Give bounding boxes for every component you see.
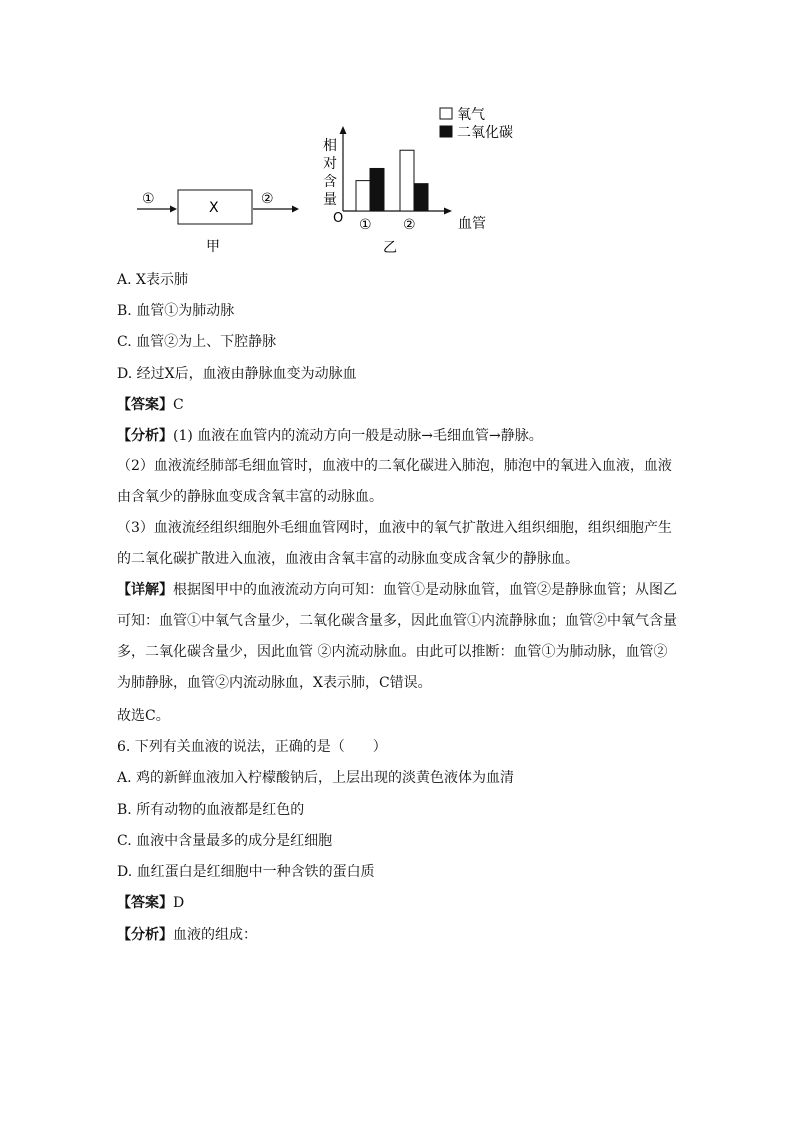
vessel-2-label: ②	[261, 191, 274, 207]
organ-x-label: X	[209, 200, 219, 216]
x-axis-label: 血管	[458, 216, 486, 232]
diagram-jia	[137, 190, 299, 255]
q6-option-d: D. 血红蛋白是红细胞中一种含铁的蛋白质	[117, 864, 375, 880]
x-axis-arrowhead	[444, 208, 452, 215]
diagram-jia-caption: 甲	[206, 239, 220, 255]
answer-q5	[117, 395, 184, 415]
category-labels	[359, 217, 416, 233]
answer-q6-value: D	[173, 895, 185, 911]
option-b: B. 血管①为肺动脉	[117, 303, 235, 319]
category-label-1: ①	[359, 217, 372, 233]
y-axis-arrowhead	[340, 126, 347, 134]
option-d: D. 经过X后，血液由静脉血变为动脉血	[117, 366, 357, 382]
category-label-2: ②	[403, 217, 416, 233]
y-axis-label-char: 含	[323, 174, 337, 190]
analysis-p2: （2）血液流经肺部毛细血管时，血液中的二氧化碳进入肺泡，肺泡中的氧进入血液，血液由含氧少的静脉血变成含氧丰富的动脉血。	[117, 458, 672, 505]
q6-option-c: C. 血液中含量最多的成分是红细胞	[117, 833, 333, 849]
bar-co2-vessel-1	[370, 168, 384, 211]
y-axis-label	[323, 137, 337, 208]
question-6-stem: 6. 下列有关血液的说法，正确的是（ ）	[117, 739, 387, 755]
y-axis-label-char: 对	[323, 156, 337, 172]
bar-co2-vessel-2	[414, 184, 428, 211]
analysis-p3: （3）血液流经组织细胞外毛细血管网时，血液中的氧气扩散进入组织细胞，组织细胞产生的二氧化碳扩散进入血液，血液由含氧丰富的动脉血变成含氧少的静脉血。	[117, 520, 672, 567]
analysis-q5-line1	[117, 426, 543, 446]
y-axis-label-char: 量	[323, 192, 337, 208]
inflow-arrowhead	[170, 206, 177, 213]
legend	[440, 107, 513, 141]
origin-label: O	[333, 211, 344, 226]
bar-chart-yi	[323, 107, 513, 256]
detail-q5	[117, 575, 679, 699]
legend-swatch-oxygen	[440, 108, 452, 119]
answer-q6	[117, 893, 184, 913]
outflow-arrowhead	[292, 206, 299, 213]
bar-oxygen-vessel-1	[356, 181, 370, 211]
analysis-q6-tag: 【分析】	[117, 927, 173, 943]
y-axis-label-char: 相	[323, 138, 337, 154]
analysis-tag: 【分析】	[117, 428, 173, 444]
analysis-p1: (1) 血液在血管内的流动方向一般是动脉→毛细血管→静脉。	[173, 428, 543, 444]
detail-tag: 【详解】	[117, 582, 173, 598]
option-a: A. X表示肺	[117, 272, 188, 288]
analysis-q6-text: 血液的组成：	[173, 927, 257, 943]
q6-option-b: B. 所有动物的血液都是红色的	[117, 802, 305, 818]
legend-label-oxygen: 氧气	[457, 107, 485, 123]
conclusion-q5: 故选C。	[117, 708, 170, 724]
vessel-1-label: ①	[142, 191, 155, 207]
chart-caption: 乙	[383, 240, 397, 256]
answer-value: C	[173, 397, 184, 413]
answer-q6-tag: 【答案】	[117, 895, 173, 911]
q6-option-a: A. 鸡的新鲜血液加入柠檬酸钠后，上层出现的淡黄色液体为血清	[117, 770, 515, 786]
detail-text: 根据图甲中的血液流动方向可知：血管①是动脉血管，血管②是静脉血管；从图乙可知：血管①中氧气含量少，二氧化碳含量多，因此血管①内流静脉血；血管②中氧气含量多，二氧化碳含量少，因此血管 ②内流动脉血。由此可以推断：血管①为肺动脉，血管②为肺静脉，血管②内流动脉血，X表示肺，C错误。	[117, 582, 677, 691]
answer-tag: 【答案】	[117, 397, 173, 413]
legend-swatch-co2	[440, 126, 452, 137]
bar-oxygen-vessel-2	[400, 150, 414, 211]
analysis-q6	[117, 925, 257, 945]
option-c: C. 血管②为上、下腔静脉	[117, 334, 277, 350]
figure-area	[0, 0, 794, 270]
legend-label-co2: 二氧化碳	[457, 125, 513, 141]
bars	[356, 150, 428, 211]
